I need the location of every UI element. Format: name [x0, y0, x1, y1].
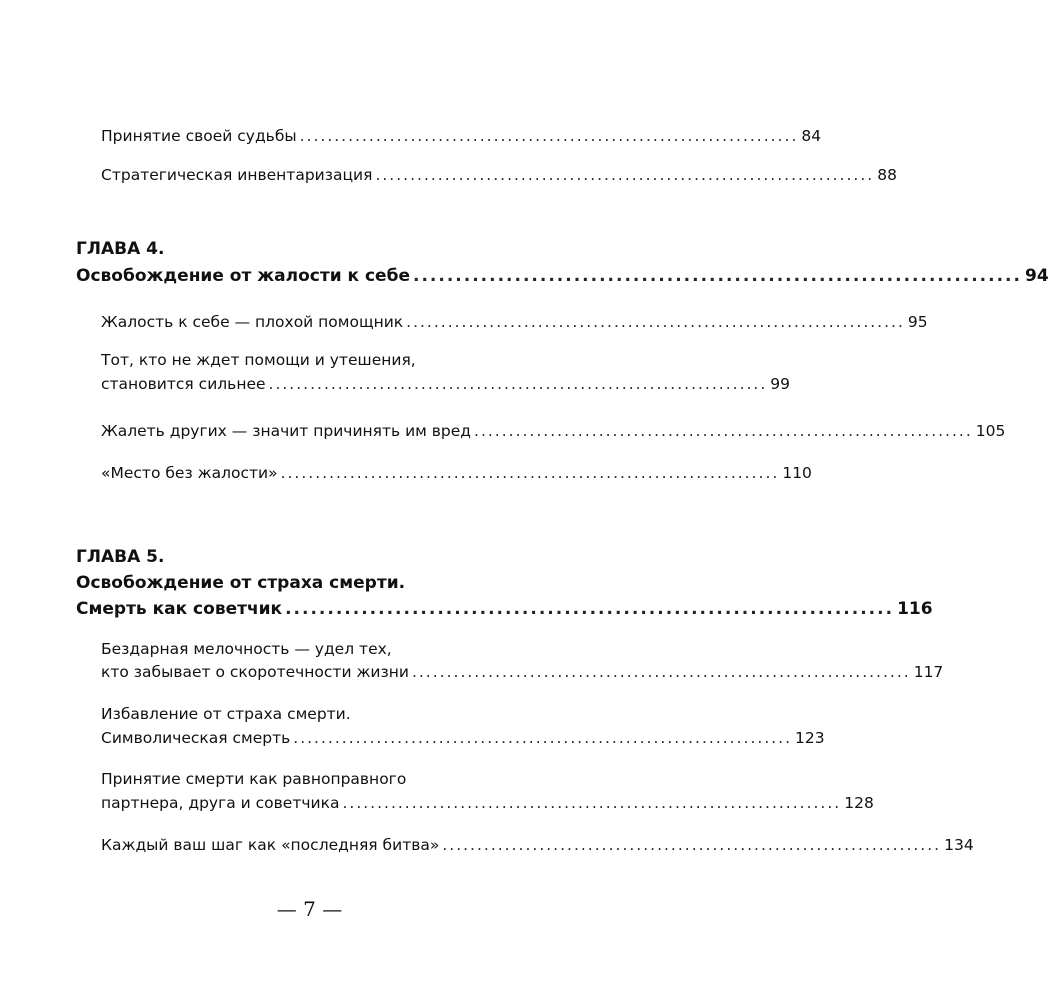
chapter-label: ГЛАВА 5. — [76, 547, 165, 567]
toc-entry-title-line1: Бездарная мелочность — удел тех, — [101, 640, 392, 658]
toc-entry — [101, 422, 1006, 440]
toc-entry-page: 105 — [975, 422, 1006, 440]
toc-entry-page: 134 — [944, 836, 974, 854]
toc-entry-page: 95 — [907, 313, 928, 331]
toc-entry-page: 123 — [795, 729, 825, 747]
dot-leader: ........................................................................ — [299, 127, 799, 145]
toc-entry — [101, 836, 974, 854]
toc-entry-title: Жалеть других — значит причинять им вред — [101, 422, 472, 440]
chapter-title-entry — [76, 599, 933, 619]
dot-leader: ........................................................................ — [442, 836, 942, 854]
toc-entry-page: 84 — [801, 127, 822, 145]
toc-entry-title: «Место без жалости» — [101, 464, 278, 482]
toc-entry-page: 110 — [782, 464, 812, 482]
chapter-title-entry — [76, 266, 1049, 286]
toc-entry-title-line1: Тот, кто не ждет помощи и утешения, — [101, 351, 416, 369]
dot-leader: ........................................................................ — [293, 729, 793, 747]
toc-entry — [101, 166, 897, 184]
toc-entry-title: Принятие своей судьбы — [101, 127, 297, 145]
toc-entry — [101, 794, 874, 812]
toc-entry-page: 99 — [770, 375, 791, 393]
toc-entry-page: 128 — [844, 794, 874, 812]
toc-entry-title: кто забывает о скоротечности жизни — [101, 663, 409, 681]
dot-leader: ........................................................................ — [268, 375, 768, 393]
toc-entry-page: 117 — [913, 663, 944, 681]
toc-entry-page: 88 — [877, 166, 897, 184]
chapter-title: Смерть как советчик — [76, 599, 283, 619]
toc-entry-title: Каждый ваш шаг как «последняя битва» — [101, 836, 440, 854]
toc-entry-title-line1: Избавление от страха смерти. — [101, 705, 351, 723]
toc-entry-title: становится сильнее — [101, 375, 266, 393]
page-number: — 7 — — [276, 897, 343, 921]
dot-leader: ........................................................................ — [413, 266, 1022, 286]
chapter-title: Освобождение от жалости к себе — [76, 266, 410, 286]
toc-entry — [101, 127, 822, 145]
chapter-label: ГЛАВА 4. — [76, 239, 165, 259]
dot-leader: ........................................................................ — [280, 464, 780, 482]
toc-entry — [101, 663, 944, 681]
toc-entry — [101, 375, 791, 393]
chapter-page: 116 — [897, 599, 933, 619]
toc-entry-title: Жалость к себе — плохой помощник — [101, 313, 404, 331]
dot-leader: ........................................................................ — [375, 166, 875, 184]
toc-entry-title: партнера, друга и советчика — [101, 794, 340, 812]
dot-leader: ........................................................................ — [406, 313, 905, 331]
toc-entry — [101, 729, 825, 747]
dot-leader: ........................................................................ — [474, 422, 973, 440]
chapter-title-line1: Освобождение от страха смерти. — [76, 573, 406, 593]
toc-entry-title-line1: Принятие смерти как равноправного — [101, 770, 407, 788]
toc-entry — [101, 313, 928, 331]
chapter-page: 94 — [1024, 266, 1049, 286]
toc-entry-title: Символическая смерть — [101, 729, 291, 747]
dot-leader: ........................................................................ — [285, 599, 895, 619]
toc-entry — [101, 464, 812, 482]
dot-leader: ........................................................................ — [411, 663, 911, 681]
dot-leader: ........................................................................ — [342, 794, 842, 812]
toc-entry-title: Стратегическая инвентаризация — [101, 166, 373, 184]
